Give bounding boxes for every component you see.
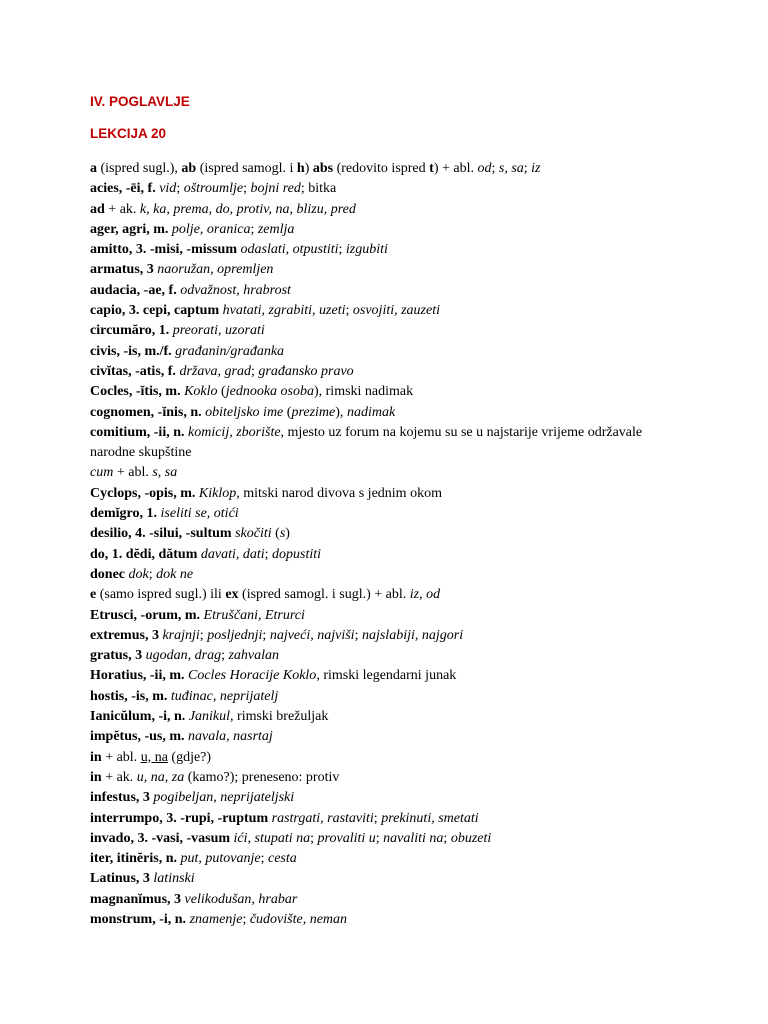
entry-headword: donec (90, 566, 125, 582)
entry-headword: civĭtas, -atis, f. (90, 363, 176, 379)
entry-meaning: navaliti na (383, 830, 444, 846)
entry-text: ), rimski nadimak (313, 384, 414, 400)
entry-text: ; (345, 303, 353, 319)
entry-meaning: zahvalan (228, 648, 280, 664)
entry-headword: desilio, 4. -silui, -sultum (90, 526, 232, 542)
entry-headword: civis, -is, m./f. (90, 343, 172, 359)
entry-headword: in (90, 749, 102, 765)
entry-headword: magnanĭmus, 3 (90, 891, 182, 907)
entry-text: ; (491, 161, 499, 176)
entry-headword: demĭgro, 1. (90, 506, 158, 522)
entry-meaning: naoružan, opremljen (157, 262, 274, 278)
entry-headword: Horatius, -ii, m. (90, 668, 185, 684)
entry-headword: cognomen, -ĭnis, n. (90, 404, 202, 420)
entry-text: (redovito ispred (333, 161, 430, 176)
entry-meaning: Kiklop (198, 485, 237, 501)
entry-headword: e (90, 587, 97, 603)
entry-meaning: put, putovanje (180, 851, 261, 867)
entry-meaning: cesta (267, 851, 297, 867)
entry-meaning: s (279, 526, 286, 542)
entry-meaning: država, grad (179, 363, 251, 379)
entry-meaning: izgubiti (345, 242, 388, 258)
lesson-heading: LEKCIJA 20 (90, 126, 167, 141)
entry-text: ; (242, 911, 250, 927)
entry-meaning: skočiti (235, 526, 272, 542)
entry-meaning: osvojiti, zauzeti (352, 303, 441, 319)
entry-text: ; (310, 830, 318, 846)
entry-meaning: jednooka osoba (225, 384, 314, 400)
entry-headword: ad (90, 201, 105, 217)
entry-headword: extremus, 3 (90, 627, 159, 643)
vocabulary-entry (90, 342, 690, 362)
entry-meaning: znamenje (189, 911, 243, 927)
vocabulary-entry (90, 768, 690, 788)
entry-meaning: iz (531, 161, 541, 176)
entry-meaning: dok (128, 566, 149, 582)
entry-meaning: obuzeti (450, 830, 492, 846)
entry-text: ; (243, 181, 251, 197)
vocabulary-entry (90, 869, 690, 889)
entry-text: ; (251, 363, 259, 379)
entry-meaning: bojni red (250, 181, 301, 197)
entry-meaning: oštroumlje (183, 181, 244, 197)
entry-text: ; (338, 242, 346, 258)
vocabulary-entry (90, 179, 690, 199)
vocabulary-entry (90, 585, 690, 605)
entry-headword: Cocles, -ĭtis, m. (90, 384, 181, 400)
entry-text: ; (148, 566, 157, 582)
entry-headword: invado, 3. -vasi, -vasum (90, 830, 231, 846)
entry-headword: interrumpo, 3. -rupi, -ruptum (90, 810, 269, 826)
vocabulary-entry (90, 849, 690, 869)
entry-meaning: iseliti se, otići (160, 506, 239, 522)
entry-text: (ispred samogl. i sugl.) + abl. (238, 587, 410, 603)
entry-meaning: rastrgati, rastaviti (271, 810, 374, 826)
vocabulary-entry (90, 403, 690, 423)
entry-meaning: Koklo (184, 384, 218, 400)
entry-meaning: tuđinac, neprijatelj (170, 688, 279, 704)
entry-text: ; (176, 181, 184, 197)
entry-headword: capio, 3. cepi, captum (90, 303, 220, 319)
entry-meaning: k, ka, prema, do, protiv, na, blizu, pred (139, 201, 356, 217)
entry-headword: iter, itinĕris, n. (90, 851, 177, 867)
entry-text: ) (285, 526, 290, 542)
entry-text: ; (523, 161, 532, 176)
entry-headword: comitium, -ii, n. (90, 424, 185, 440)
entry-text: ( (271, 526, 280, 542)
entry-meaning: čudovište, neman (249, 911, 348, 927)
entry-meaning: ići, stupati na (233, 830, 311, 846)
vocabulary-entry (90, 748, 690, 768)
entry-meaning: hvatati, zgrabiti, uzeti (222, 303, 346, 319)
entry-meaning: nadimak (346, 404, 396, 420)
entry-meaning: Etruščani, Etrurci (203, 607, 305, 623)
entry-headword: impĕtus, -us, m. (90, 729, 185, 745)
entry-text: + abl. (101, 749, 141, 765)
entry-text: ; (443, 830, 451, 846)
vocabulary-entry (90, 423, 690, 464)
entry-text: , rimski brežuljak (230, 709, 329, 725)
entry-text: ; (262, 627, 270, 643)
entry-headword: circumăro, 1. (90, 323, 170, 339)
entry-text: ( (217, 384, 226, 400)
entry-meaning: preorati, uzorati (172, 323, 265, 339)
entry-headword: Etrusci, -orum, m. (90, 607, 201, 623)
entry-headword: h (296, 161, 305, 176)
entry-meaning: u, na, za (136, 769, 185, 785)
entry-meaning: najveći, najviši (269, 627, 355, 643)
entry-text: ; bitka (300, 181, 337, 197)
entry-meaning: od (477, 161, 492, 176)
entry-text: + abl. (113, 465, 153, 481)
vocabulary-entry (90, 890, 690, 910)
entry-headword: ab (181, 161, 197, 176)
entry-meaning: provaliti u (317, 830, 376, 846)
vocabulary-entry (90, 788, 690, 808)
entry-headword: acies, -ēi, f. (90, 181, 156, 197)
entry-text: ; (199, 627, 208, 643)
entry-text: + ak. (101, 769, 137, 785)
entry-meaning: dopustiti (272, 546, 322, 562)
vocabulary-entry (90, 524, 690, 544)
vocabulary-entry (90, 240, 690, 260)
vocabulary-entry (90, 200, 690, 220)
vocabulary-entry (90, 910, 690, 930)
vocabulary-entry (90, 504, 690, 524)
entry-meaning: s, sa (498, 161, 524, 176)
vocabulary-entry (90, 260, 690, 280)
vocabulary-entry (90, 220, 690, 240)
entry-headword: Ianicŭlum, -i, n. (90, 709, 186, 725)
vocabulary-entry (90, 281, 690, 301)
entry-text: ; (264, 546, 273, 562)
entry-headword: ager, agri, m. (90, 221, 169, 237)
entry-headword: monstrum, -i, n. (90, 911, 187, 927)
entry-headword: armatus, 3 (90, 262, 154, 278)
vocabulary-entry (90, 362, 690, 382)
entry-text: , mjesto uz forum na kojemu su se u najstarije vrijeme održavale narodne skupštine (90, 424, 643, 461)
entry-meaning: iz, od (409, 587, 441, 603)
vocabulary-entry (90, 829, 690, 849)
entry-meaning: latinski (153, 871, 195, 887)
entry-meaning: građansko pravo (258, 363, 354, 379)
vocabulary-entry (90, 545, 690, 565)
entry-meaning: komicij, zborište (188, 424, 281, 440)
vocabulary-entry (90, 463, 690, 483)
entry-text: ; (221, 648, 229, 664)
entry-meaning: ugodan, drag (145, 648, 222, 664)
vocabulary-entry (90, 382, 690, 402)
chapter-heading: IV. POGLAVLJE (90, 94, 190, 109)
vocabulary-entry (90, 321, 690, 341)
entry-text: + ak. (104, 201, 140, 217)
vocabulary-entry (90, 727, 690, 747)
entry-meaning: davati, dati (200, 546, 265, 562)
entry-meaning: odvažnost, hrabrost (180, 282, 291, 298)
entry-headword: t (429, 161, 434, 176)
entry-meaning: najslabiji, najgori (361, 627, 464, 643)
entry-meaning: velikodušan, hrabar (184, 891, 298, 907)
entry-text: ; (373, 810, 382, 826)
vocabulary-entry (90, 707, 690, 727)
entry-headword: abs (312, 161, 334, 176)
vocabulary-entry (90, 809, 690, 829)
entry-headword: Cyclops, -opis, m. (90, 485, 196, 501)
entry-headword: amitto, 3. -misi, -missum (90, 242, 237, 258)
entry-headword: hostis, -is, m. (90, 688, 168, 704)
entry-text: ; (260, 851, 268, 867)
vocabulary-list (90, 159, 690, 930)
entry-meaning: polje, oranica (171, 221, 251, 237)
entry-text: ( (283, 404, 292, 420)
entry-meaning: s, sa (152, 465, 178, 481)
entry-text: ; (354, 627, 362, 643)
vocabulary-entry (90, 687, 690, 707)
entry-meaning: Cocles Horacije Koklo (188, 668, 317, 684)
entry-meaning: Janikul (188, 709, 231, 725)
entry-meaning: prezime (291, 404, 336, 420)
entry-meaning: prekinuti, smetati (381, 810, 479, 826)
entry-headword: Latinus, 3 (90, 871, 150, 887)
entry-meaning: građanin/građanka (175, 343, 285, 359)
entry-headword: a (90, 161, 97, 176)
entry-text: u, na (140, 749, 168, 765)
entry-text: ; (375, 830, 384, 846)
entry-text: (ispred sugl.), (97, 161, 182, 176)
entry-text: (ispred samogl. i (196, 161, 297, 176)
entry-headword: infestus, 3 (90, 790, 150, 806)
entry-headword: do, 1. dĕdi, dătum (90, 546, 198, 562)
vocabulary-entry (90, 626, 690, 646)
entry-text: (gdje?) (167, 749, 212, 765)
entry-text: , rimski legendarni junak (316, 668, 457, 684)
entry-text: ) + abl. (433, 161, 478, 176)
vocabulary-entry (90, 159, 690, 179)
entry-text: , mitski narod divova s jednim okom (236, 485, 442, 501)
entry-meaning: cum (90, 465, 114, 481)
entry-meaning: vid (159, 181, 177, 197)
entry-meaning: zemlja (257, 221, 295, 237)
entry-headword: gratus, 3 (90, 648, 143, 664)
vocabulary-entry (90, 646, 690, 666)
entry-text: (samo ispred sugl.) ili (96, 587, 226, 603)
entry-meaning: navala, nasrtaj (188, 729, 273, 745)
vocabulary-entry (90, 606, 690, 626)
entry-text: (kamo?); preneseno: protiv (184, 769, 340, 785)
entry-meaning: obiteljsko ime (205, 404, 284, 420)
entry-headword: audacia, -ae, f. (90, 282, 177, 298)
entry-text: ), (335, 404, 347, 420)
vocabulary-entry (90, 666, 690, 686)
entry-meaning: odaslati, otpustiti (240, 242, 339, 258)
entry-text: ) (304, 161, 313, 176)
entry-meaning: posljednji (207, 627, 263, 643)
entry-meaning: pogibeljan, neprijateljski (153, 790, 295, 806)
vocabulary-entry (90, 301, 690, 321)
entry-meaning: dok ne (156, 566, 194, 582)
entry-headword: in (90, 769, 102, 785)
entry-text: ; (250, 221, 258, 237)
vocabulary-entry (90, 565, 690, 585)
entry-meaning: krajnji (162, 627, 200, 643)
vocabulary-entry (90, 484, 690, 504)
entry-headword: ex (225, 587, 239, 603)
